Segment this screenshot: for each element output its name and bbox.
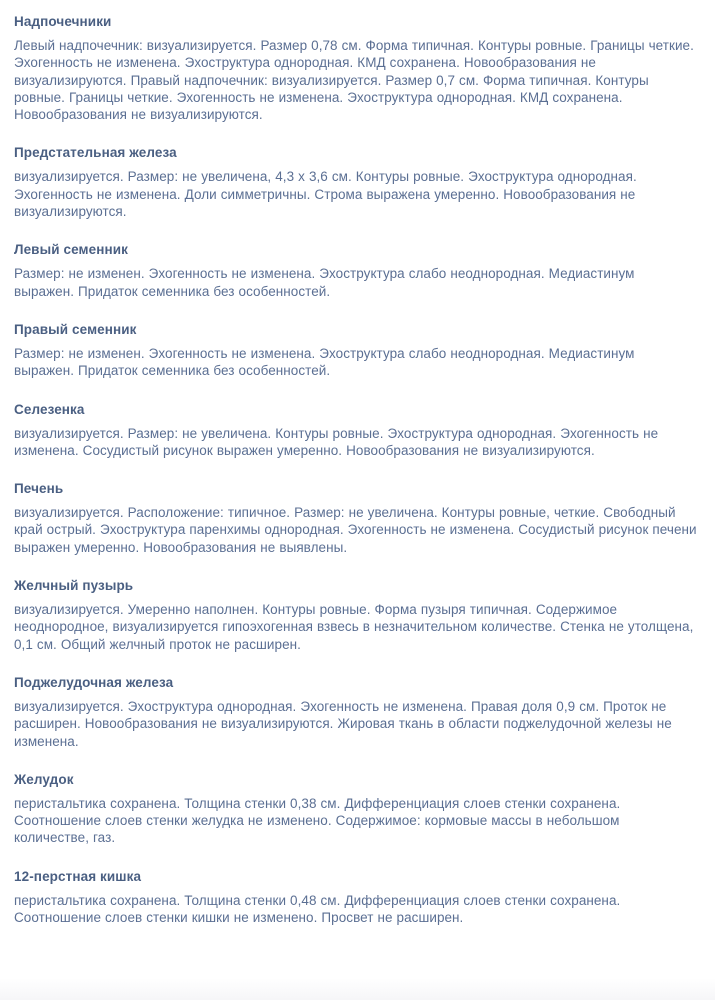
report-section-желчный-пузырь bbox=[14, 577, 697, 653]
section-body: визуализируется. Расположение: типичное. Размер: не увеличена. Контуры ровные, четкие. Свободный край острый. Эхоструктура паренхимы однородная. Эхогенность не изменена. Сосудистый рисунок печени выражен умеренно. Новообразования не выявлены. bbox=[14, 505, 697, 555]
report-section-надпочечники bbox=[14, 13, 697, 123]
section-body: Размер: не изменен. Эхогенность не изменена. Эхоструктура слабо неоднородная. Медиастинум выражен. Придаток семенника без особенностей. bbox=[14, 266, 635, 299]
section-title: Печень bbox=[14, 481, 64, 497]
section-title: Левый семенник bbox=[14, 242, 128, 258]
section-title: Селезенка bbox=[14, 401, 85, 417]
report-section-поджелудочная-железа bbox=[14, 674, 697, 750]
section-body: перистальтика сохранена. Толщина стенки 0,38 см. Дифференциация слоев стенки сохранена. Соотношение слоев стенки желудка не изменено. Содержимое: кормовые массы в небольшом количестве, газ. bbox=[14, 795, 621, 846]
section-title: Правый семенник bbox=[14, 321, 137, 337]
section-title: Желчный пузырь bbox=[14, 578, 134, 594]
section-title: Предстательная железа bbox=[14, 145, 177, 161]
section-body: визуализируется. Размер: не увеличена. Контуры ровные. Эхоструктура однородная. Эхогенность не изменена. Сосудистый рисунок выражен умеренно. Новообразования не визуализируются. bbox=[14, 425, 659, 458]
section-body: Размер: не изменен. Эхогенность не изменена. Эхоструктура слабо неоднородная. Медиастинум выражен. Придаток семенника без особенностей. bbox=[14, 345, 635, 379]
section-body: визуализируется. Умеренно наполнен. Контуры ровные. Форма пузыря типичная. Содержимое неоднородное, визуализируется гипоэхогенная взвесь в незначительном количестве. Стенка не утолщена, 0,1 см. Общий желчный проток не расширен. bbox=[14, 602, 694, 652]
section-body: перистальтика сохранена. Толщина стенки 0,48 см. Дифференциация слоев стенки сохранена. Соотношение слоев стенки кишки не изменено. Просвет не расширен. bbox=[14, 892, 621, 926]
section-title: 12-перстная кишка bbox=[14, 868, 142, 884]
section-body: визуализируется. Размер: не увеличена, 4,3 х 3,6 см. Контуры ровные. Эхоструктура однородная. Эхогенность не изменена. Доли симметричны. Строма выражена умеренно. Новообразования не визуализируются. bbox=[14, 169, 637, 220]
section-body: визуализируется. Эхоструктура однородная. Эхогенность не изменена. Правая доля 0,9 см. Проток не расширен. Новообразования не визуализируются. Жировая ткань в области поджелудочной железы не изменена. bbox=[14, 698, 672, 749]
report-section-предстательная-железа bbox=[14, 144, 697, 220]
section-body: Левый надпочечник: визуализируется. Размер 0,78 см. Форма типичная. Контуры ровные. Границы четкие. Эхогенность не изменена. Эхоструктура однородная. КМД сохранена. Новообразования не визуализируются. Правый надпочечник: визуализируется. Размер 0,7 см. Форма типичная. Контуры ровные. Границы четкие. Эхогенность не изменена. Эхоструктура однородная. КМД сохранена. Новообразования не визуализируются. bbox=[14, 38, 694, 123]
report-section-селезенка bbox=[14, 401, 697, 460]
section-title: Надпочечники bbox=[14, 14, 112, 29]
report-section-желудок bbox=[14, 771, 697, 847]
report-section-12-перстная-кишка bbox=[14, 868, 697, 927]
section-title: Желудок bbox=[14, 771, 74, 787]
page-bottom-edge bbox=[0, 978, 715, 1000]
report-section-левый-семенник bbox=[14, 241, 697, 300]
report-section-печень bbox=[14, 480, 697, 556]
section-title: Поджелудочная железа bbox=[14, 674, 174, 690]
report-section-правый-семенник bbox=[14, 321, 697, 380]
